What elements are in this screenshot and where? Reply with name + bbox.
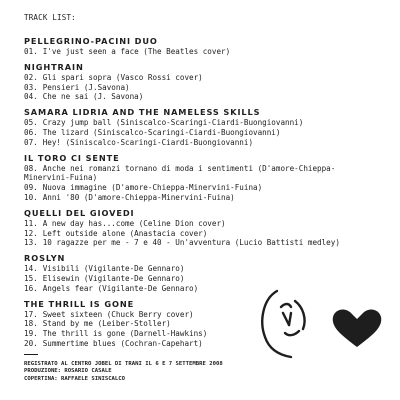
track-title: Elisewin (Vigilante-De Gennaro) bbox=[42, 273, 185, 283]
artist-name: NIGHTRAIN bbox=[24, 61, 84, 72]
track-title: A new day has...come (Celine Dion cover) bbox=[42, 218, 226, 228]
track-number: 08. bbox=[24, 163, 38, 173]
track-number: 05. bbox=[24, 118, 38, 128]
track-title: The thrill is gone (Darnell-Hawkins) bbox=[42, 329, 208, 339]
track-number: 17. bbox=[24, 309, 38, 319]
track-number: 14. bbox=[24, 264, 38, 274]
artist-name: THE THRILL IS GONE bbox=[24, 298, 135, 309]
track-number: 02. bbox=[24, 72, 38, 82]
track-item bbox=[24, 264, 396, 274]
track-item bbox=[24, 73, 396, 83]
artist-group bbox=[24, 107, 396, 147]
track-number: 06. bbox=[24, 127, 38, 137]
track-title: Sweet sixteen (Chuck Berry cover) bbox=[42, 309, 194, 319]
track-number: 11. bbox=[24, 218, 38, 228]
track-title: Stand by me (Leiber-Stoller) bbox=[42, 319, 171, 329]
track-title: Gli spari sopra (Vasco Rossi cover) bbox=[42, 72, 203, 82]
track-item bbox=[24, 219, 396, 229]
heart-icon bbox=[333, 310, 382, 347]
track-title: Pensieri (J.Savona) bbox=[42, 82, 130, 92]
track-item bbox=[24, 238, 396, 248]
track-title: Summertime blues (Cochran-Capehart) bbox=[42, 338, 203, 348]
track-number: 01. bbox=[24, 47, 38, 56]
artist-group bbox=[24, 62, 396, 102]
artist-name: ROSLYN bbox=[24, 253, 66, 264]
credit-line: REGISTRATO AL CENTRO JOBEL DI TRANI IL 6 E 7 SETTEMBRE 2008 bbox=[24, 361, 223, 367]
artist-name: IL TORO CI SENTE bbox=[24, 152, 120, 163]
track-item bbox=[24, 193, 396, 203]
track-number: 12. bbox=[24, 228, 38, 238]
track-title: Hey! (Siniscalco-Scaringi-Ciardi-Buongiovanni) bbox=[42, 137, 254, 147]
track-item bbox=[24, 164, 396, 184]
footer-divider bbox=[24, 354, 38, 355]
track-number: 04. bbox=[24, 92, 38, 102]
recording-credits bbox=[24, 361, 223, 383]
artist-name: SAMARA LIDRIA AND THE NAMELESS SKILLS bbox=[24, 107, 261, 118]
artist-name: PELLEGRINO-PACINI DUO bbox=[24, 36, 158, 46]
artist-group bbox=[24, 153, 396, 203]
track-item bbox=[24, 83, 396, 93]
track-number: 03. bbox=[24, 82, 38, 92]
track-title: Visibili (Vigilante-De Gennaro) bbox=[42, 264, 185, 274]
track-number: 20. bbox=[24, 338, 38, 348]
track-title: Che ne sai (J. Savona) bbox=[42, 92, 144, 102]
track-number: 10. bbox=[24, 192, 38, 202]
credit-line: COPERTINA: RAFFAELE SINISCALCO bbox=[24, 375, 126, 382]
track-number: 16. bbox=[24, 283, 38, 293]
track-title: I've just seen a face (The Beatles cover) bbox=[42, 47, 231, 56]
track-title: Crazy jump ball (Siniscalco-Scaringi-Ciardi-Buongiovanni) bbox=[42, 118, 304, 128]
track-item bbox=[24, 128, 396, 138]
track-number: 18. bbox=[24, 319, 38, 329]
cover-illustration bbox=[255, 285, 400, 365]
track-number: 07. bbox=[24, 137, 38, 147]
track-item bbox=[24, 118, 396, 128]
track-title: The lizard (Siniscalco-Scaringi-Ciardi-Buongiovanni) bbox=[42, 127, 281, 137]
track-title: Nuova immagine (D'amore-Chieppa-Minervini-Fuina) bbox=[42, 183, 263, 193]
track-title: Left outside alone (Anastacia cover) bbox=[42, 228, 208, 238]
face-heart-illustration bbox=[255, 285, 400, 365]
track-item bbox=[24, 92, 396, 102]
track-item bbox=[24, 229, 396, 239]
artist-group bbox=[24, 208, 396, 248]
track-title: Anche nei romanzi tornano di moda i sentimenti (D'amore-Chieppa- Minervini-Fuina) bbox=[24, 163, 336, 183]
track-item bbox=[24, 47, 396, 57]
track-number: 15. bbox=[24, 273, 38, 283]
artist-name: QUELLI DEL GIOVEDI bbox=[24, 207, 135, 218]
credit-line: PRODUZIONE: ROSARIO CASALE bbox=[24, 368, 112, 375]
tracklist-heading: TRACK LIST: bbox=[24, 13, 76, 22]
track-title: 10 ragazze per me - 7 e 40 - Un'avventura (Lucio Battisti medley) bbox=[42, 238, 340, 248]
track-item bbox=[24, 183, 396, 193]
track-item bbox=[24, 138, 396, 148]
artist-group bbox=[24, 36, 396, 57]
track-number: 13. bbox=[24, 238, 38, 248]
track-item bbox=[24, 274, 396, 284]
track-title: Anni '80 (D'amore-Chieppa-Minervini-Fuina) bbox=[42, 192, 235, 202]
track-title: Angels fear (Vigilante-De Gennaro) bbox=[42, 283, 199, 293]
track-number: 09. bbox=[24, 183, 38, 193]
face-line-art-icon bbox=[262, 291, 304, 357]
track-number: 19. bbox=[24, 329, 38, 339]
